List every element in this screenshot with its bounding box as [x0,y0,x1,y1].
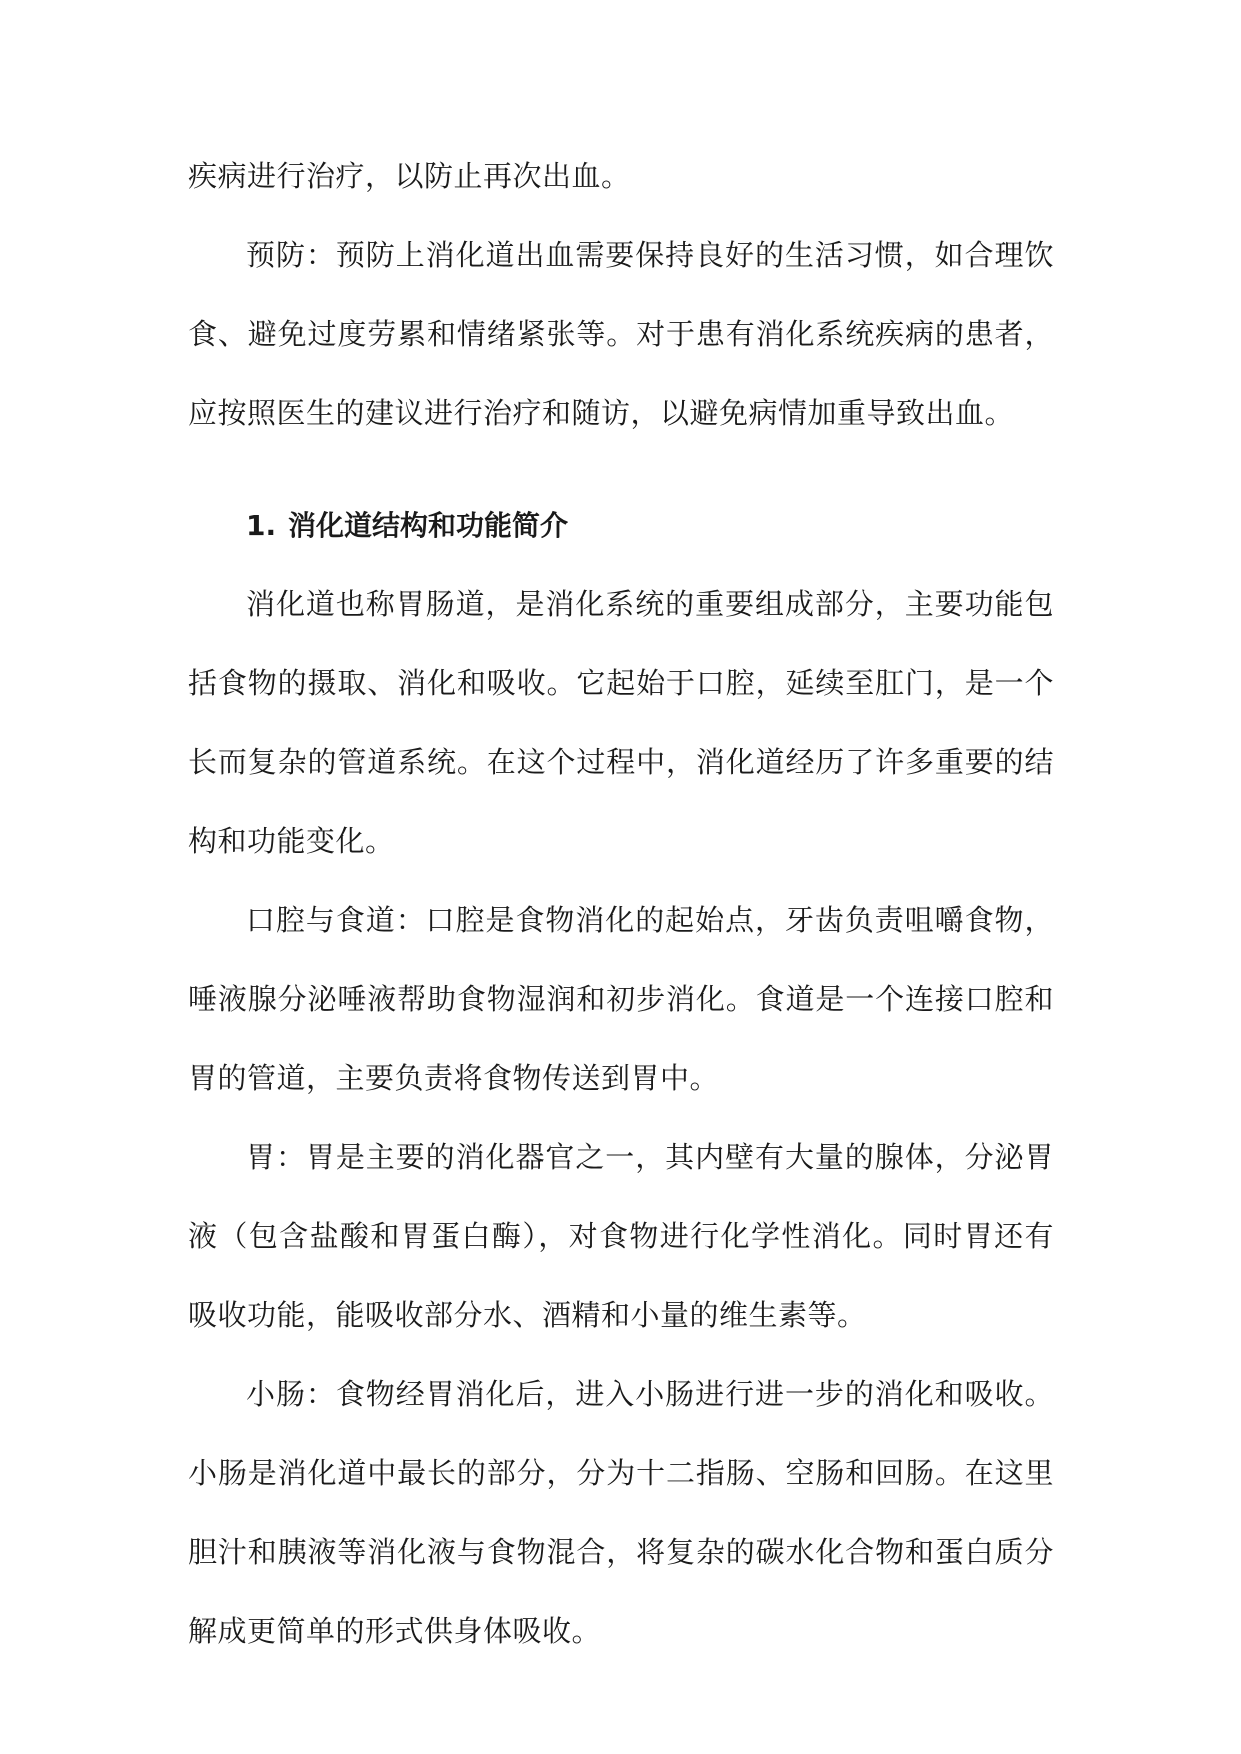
section-title: 消化道结构和功能简介 [288,509,569,542]
paragraph-intro: 消化道也称胃肠道，是消化系统的重要组成部分，主要功能包括食物的摄取、消化和吸收。它起始于口腔，延续至肛门，是一个长而复杂的管道系统。在这个过程中，消化道经历了许多重要的结构和功能变化。 [188,587,1054,858]
paragraph-mouth-esophagus: 口腔与食道：口腔是食物消化的起始点，牙齿负责咀嚼食物，唾液腺分泌唾液帮助食物湿润和初步消化。食道是一个连接口腔和胃的管道，主要负责将食物传送到胃中。 [188,903,1054,1095]
section-heading [188,486,1054,565]
paragraph-small-intestine: 小肠：食物经胃消化后，进入小肠进行进一步的消化和吸收。小肠是消化道中最长的部分，分为十二指肠、空肠和回肠。在这里胆汁和胰液等消化液与食物混合，将复杂的碳水化合物和蛋白质分解成更简单的形式供身体吸收。 [188,1377,1054,1648]
document-body [188,137,1054,1671]
paragraph-prevention: 预防：预防上消化道出血需要保持良好的生活习惯，如合理饮食、避免过度劳累和情绪紧张等。对于患有消化系统疾病的患者，应按照医生的建议进行治疗和随访，以避免病情加重导致出血。 [188,238,1054,430]
paragraph-continued: 疾病进行治疗，以防止再次出血。 [188,159,631,193]
section-number: 1. [246,509,277,542]
paragraph-stomach: 胃：胃是主要的消化器官之一，其内壁有大量的腺体，分泌胃液（包含盐酸和胃蛋白酶），对食物进行化学性消化。同时胃还有吸收功能，能吸收部分水、酒精和小量的维生素等。 [188,1140,1054,1332]
